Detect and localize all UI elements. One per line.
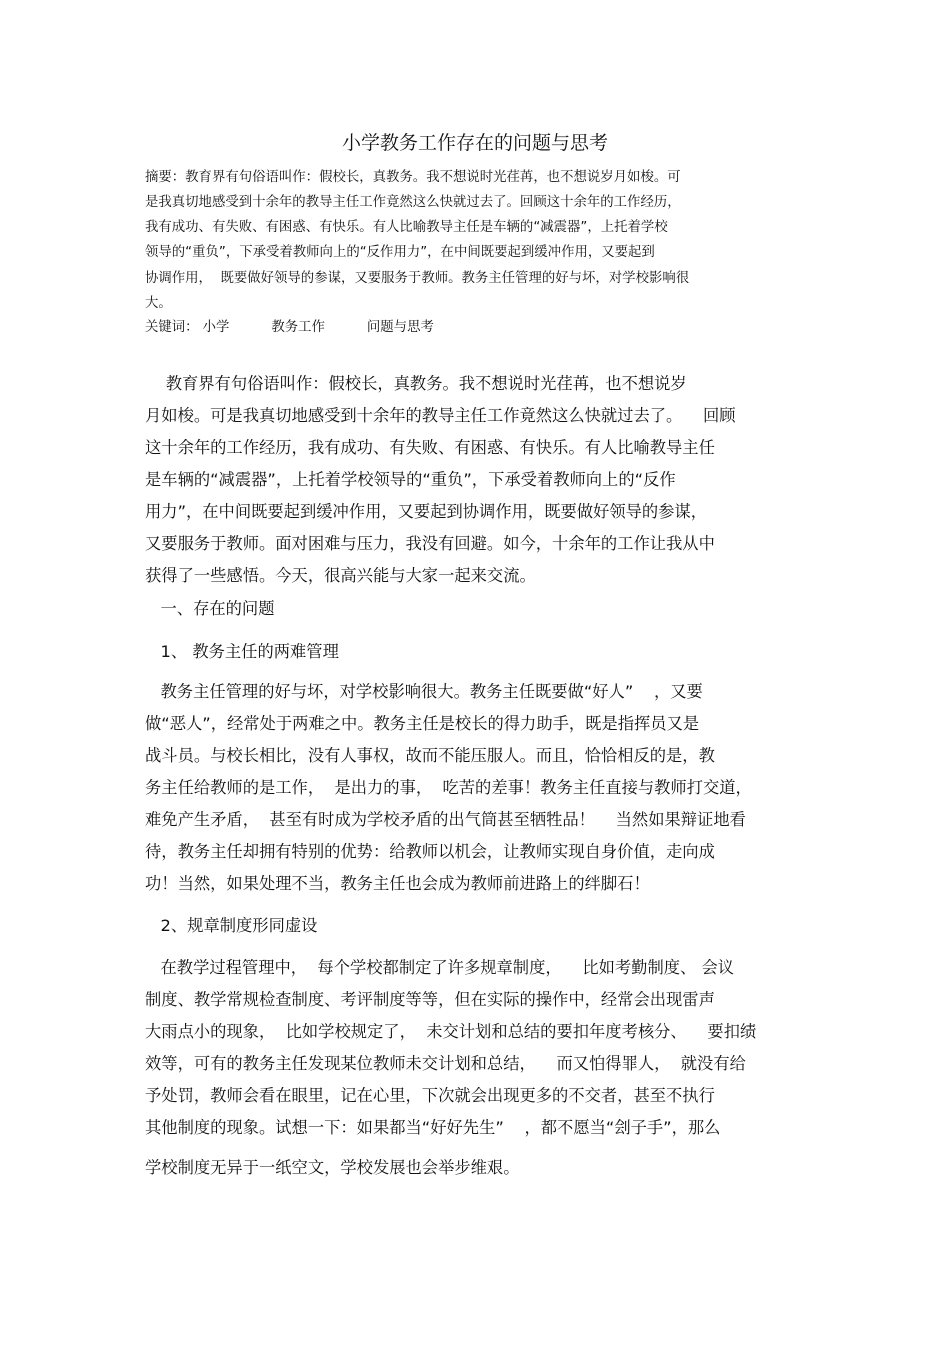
abstract-line: 协调作用， 既要做好领导的参谋，又要服务于教师。教务主任管理的好与坏，对学校影响很 (145, 271, 690, 286)
abstract-line: 我有成功、有失败、有困惑、有快乐。有人比喻教导主任是车辆的“减震器”，上托着学校 (145, 220, 668, 235)
keywords-line (145, 319, 434, 337)
body-line: 战斗员。与校长相比，没有人事权，故而不能压服人。而且，恰恰相反的是，教 (145, 746, 715, 765)
body-line: 务主任给教师的是工作， 是出力的事， 吃苦的差事！教务主任直接与教师打交道， (145, 778, 752, 797)
abstract-line: 是我真切地感受到十余年的教导主任工作竟然这么快就过去了。回顾这十余年的工作经历， (145, 195, 681, 210)
body-line: 功！当然，如果处理不当，教务主任也会成为教师前进路上的绊脚石！ (145, 874, 650, 893)
body-line: 月如梭。可是我真切地感受到十余年的教导主任工作竟然这么快就过去了。 回顾 (145, 406, 736, 425)
abstract-line: 摘要：教育界有句俗语叫作：假校长，真教务。我不想说时光荏苒，也不想说岁月如梭。可 (145, 170, 681, 185)
body-line: 做“恶人”，经常处于两难之中。教务主任是校长的得力助手，既是指挥员又是 (145, 714, 700, 733)
body-line: 其他制度的现象。试想一下：如果都当“好好先生” ，都不愿当“刽子手”，那么 (145, 1118, 721, 1137)
keyword-item: 小学 (202, 320, 230, 335)
body-line: 大雨点小的现象， 比如学校规定了， 未交计划和总结的要扣年度考核分、 要扣绩 (145, 1022, 757, 1041)
subsection-heading: 1、 教务主任的两难管理 (145, 642, 339, 661)
body-line: 获得了一些感悟。今天，很高兴能与大家一起来交流。 (145, 566, 536, 585)
body-line: 用力”，在中间既要起到缓冲作用，又要起到协调作用，既要做好领导的参谋， (145, 502, 708, 521)
keyword-item: 问题与思考 (366, 320, 434, 335)
body-line: 学校制度无异于一纸空文，学校发展也会举步维艰。 (145, 1158, 520, 1177)
page-title: 小学教务工作存在的问题与思考 (341, 132, 608, 154)
subsection-heading: 2、规章制度形同虚设 (145, 916, 318, 935)
body-line: 教育界有句俗语叫作：假校长，真教务。我不想说时光荏苒，也不想说岁 (145, 374, 687, 393)
body-line: 效等，可有的教务主任发现某位教师未交计划和总结， 而又怕得罪人， 就没有给 (145, 1054, 746, 1073)
abstract-line: 大。 (145, 296, 172, 311)
body-line: 又要服务于教师。面对困难与压力，我没有回避。如今，十余年的工作让我从中 (145, 534, 715, 553)
keyword-item: 教务工作 (271, 320, 325, 335)
abstract-line: 领导的“重负”，下承受着教师向上的“反作用力”，在中间既要起到缓冲作用，又要起到 (145, 245, 655, 260)
body-line: 难免产生矛盾， 甚至有时成为学校矛盾的出气筒甚至牺牲品！ 当然如果辩证地看 (145, 810, 746, 829)
body-line: 制度、教学常规检查制度、考评制度等等，但在实际的操作中，经常会出现雷声 (145, 990, 715, 1009)
section-heading: 一、存在的问题 (145, 599, 275, 618)
body-line: 这十余年的工作经历，我有成功、有失败、有困惑、有快乐。有人比喻教导主任 (145, 438, 715, 457)
body-line: 予处罚，教师会看在眼里，记在心里，下次就会出现更多的不交者，甚至不执行 (145, 1086, 715, 1105)
body-line: 是车辆的“减震器”，上托着学校领导的“重负”，下承受着教师向上的“反作 (145, 470, 676, 489)
keywords-label: 关键词： (145, 320, 199, 335)
body-line: 在教学过程管理中， 每个学校都制定了许多规章制度， 比如考勤制度、 会议 (145, 958, 735, 977)
body-line: 待，教务主任却拥有特别的优势：给教师以机会，让教师实现自身价值，走向成 (145, 842, 715, 861)
body-line: 教务主任管理的好与坏，对学校影响很大。教务主任既要做“好人” ，又要 (145, 682, 703, 701)
